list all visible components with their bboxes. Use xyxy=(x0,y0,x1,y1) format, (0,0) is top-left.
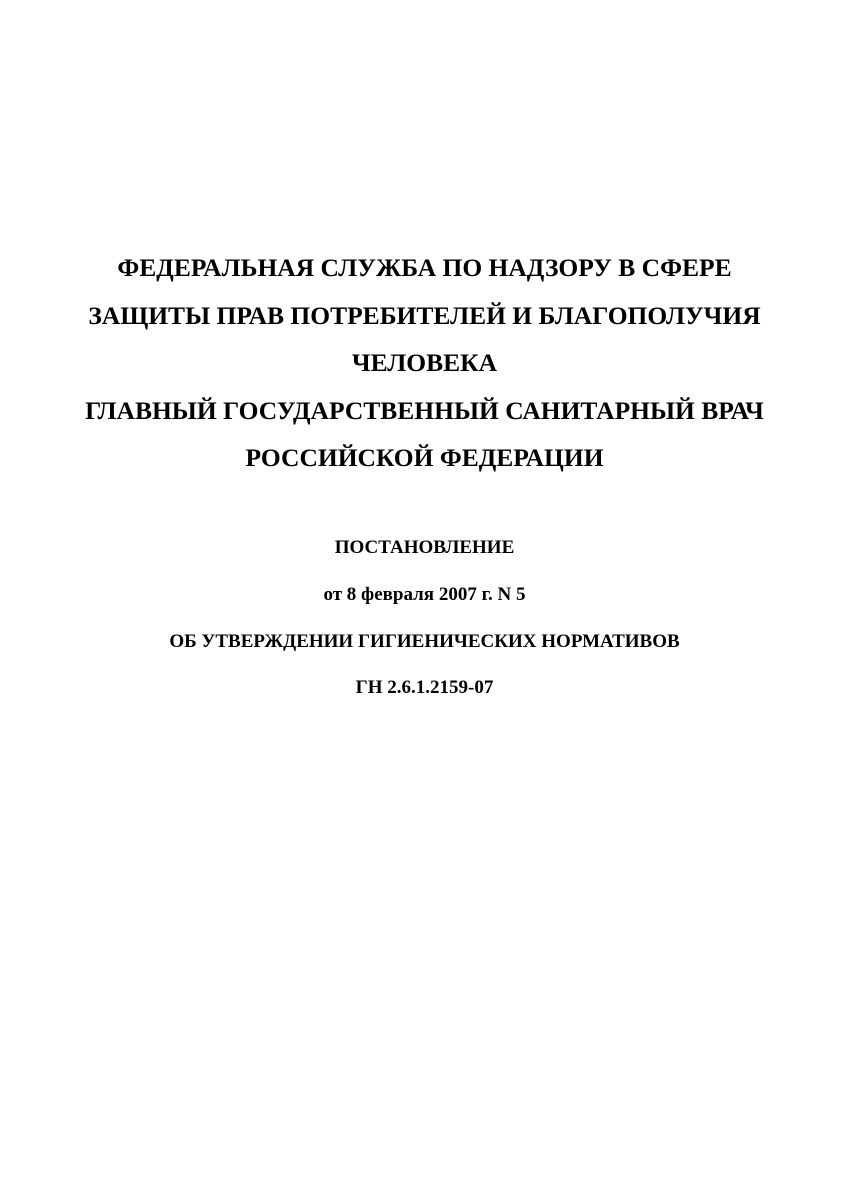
decree-code: ГН 2.6.1.2159-07 xyxy=(355,677,494,698)
authority-line-2: ЗАЩИТЫ ПРАВ ПОТРЕБИТЕЛЕЙ И БЛАГОПОЛУЧИЯ xyxy=(88,300,761,330)
authority-line-1: ФЕДЕРАЛЬНАЯ СЛУЖБА ПО НАДЗОРУ В СФЕРЕ xyxy=(117,253,732,282)
authority-line-3: ЧЕЛОВЕКА xyxy=(351,348,498,377)
authority-line-5: РОССИЙСКОЙ ФЕДЕРАЦИИ xyxy=(245,443,604,472)
authority-line-4: ГЛАВНЫЙ ГОСУДАРСТВЕННЫЙ САНИТАРНЫЙ ВРАЧ xyxy=(85,395,764,425)
decree-subject: ОБ УТВЕРЖДЕНИИ ГИГИЕНИЧЕСКИХ НОРМАТИВОВ xyxy=(169,631,680,652)
decree-title: ПОСТАНОВЛЕНИЕ xyxy=(334,537,515,558)
decree-date-number: от 8 февраля 2007 г. N 5 xyxy=(323,584,526,605)
issuing-authority-heading xyxy=(0,244,849,482)
